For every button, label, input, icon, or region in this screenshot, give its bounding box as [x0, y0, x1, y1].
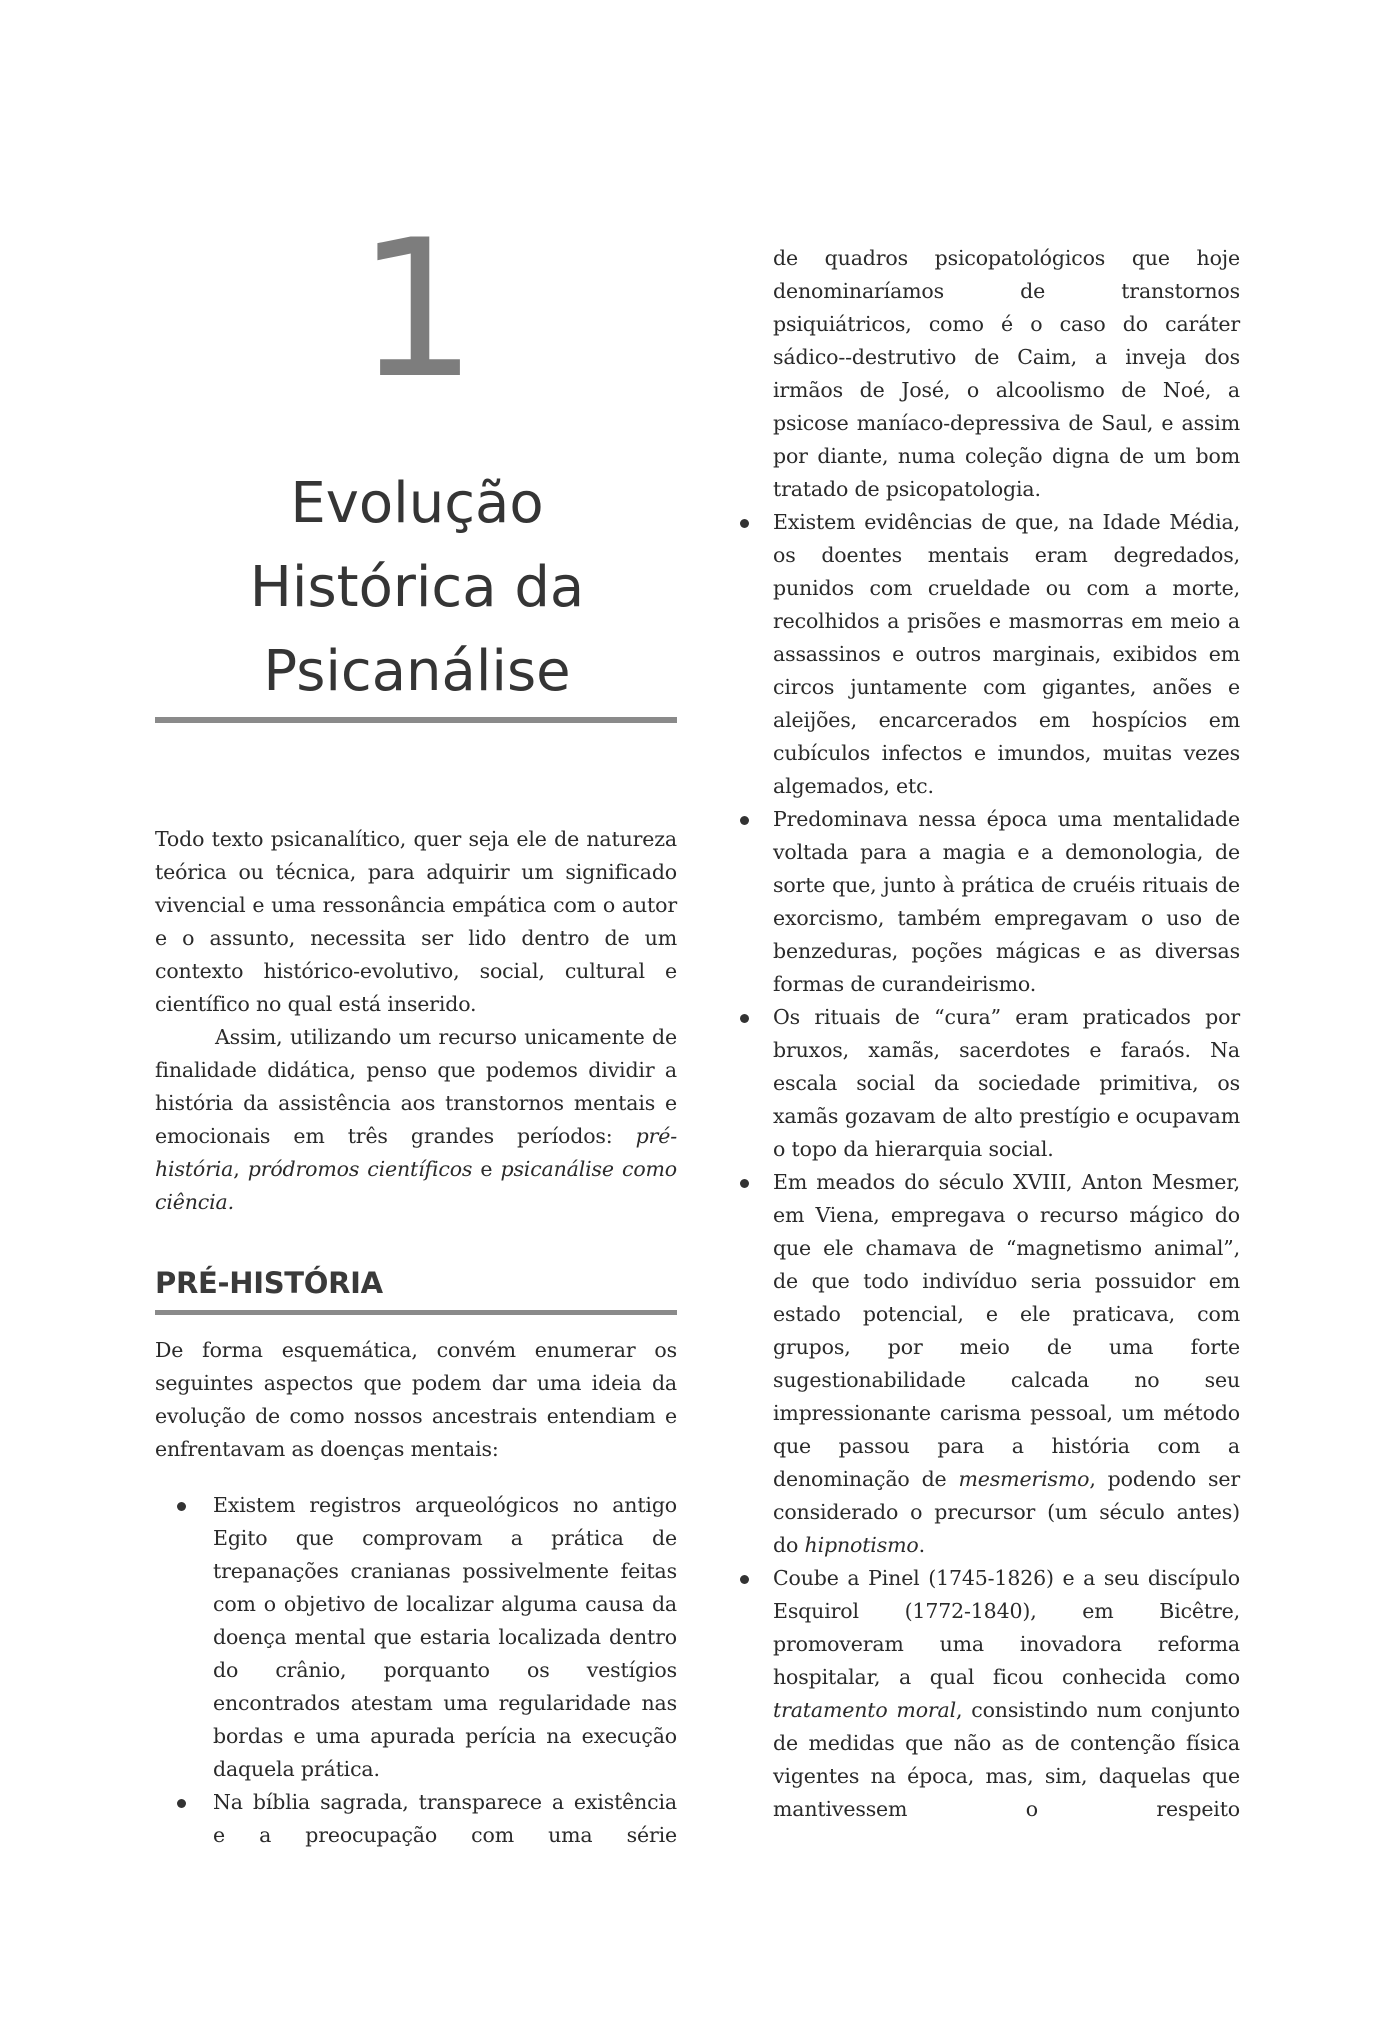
list-item-text: Os rituais de “cura” eram praticados por bruxos, xamãs, sacerdotes e faraós. Na escala social da sociedade primitiva, os xamãs gozavam de alto prestígio e ocupavam o topo da hierarquia social. — [773, 1005, 1240, 1161]
list-item-text: Existem registros arqueológicos no antigo Egito que comprovam a prática de trepanações cranianas possivelmente feitas com o objetivo de localizar alguma causa da doença mental que estaria localizada dentro do crânio, porquanto os vestígios encontrados atestam uma regularidade nas bordas e uma apurada perícia na execução daquela prática. — [213, 1493, 677, 1781]
separator: e — [472, 1157, 501, 1181]
bullet-continuation: de quadros psicopatológicos que hoje denominaríamos de transtornos psiquiátricos, como é o caso do caráter sádico--destrutivo de Caim, a inveja dos irmãos de José, o alcoolismo de Noé, a psicose maníaco-depressiva de Saul, e assim por diante, numa coleção digna de um bom tratado de psicopatologia. — [773, 246, 1240, 501]
period-psychoanalysis: psicanálise como ciência. — [155, 1157, 678, 1214]
period-scientific: pródromos científicos — [247, 1157, 473, 1181]
list-item-text: Na bíblia sagrada, transparece a existência e a preocupação com uma série — [213, 1790, 677, 1847]
bullet-icon — [177, 1799, 186, 1808]
list-item-text — [773, 1562, 1240, 1826]
list-item — [740, 1562, 1240, 1826]
title-divider — [155, 717, 677, 723]
chapter-title-line: Evolução — [290, 471, 544, 536]
section-divider — [155, 1310, 677, 1315]
list-item — [155, 1489, 677, 1786]
text-run: , podendo ser considerado o precursor (um século antes) do — [773, 1467, 1240, 1557]
bullet-list-left — [155, 1489, 677, 1852]
list-item — [740, 1166, 1240, 1562]
text-run: Em meados do século XVIII, Anton Mesmer, em Viena, empregava o recurso mágico do que ele chamava de “magnetismo animal”, de que todo indivíduo seria possuidor em estado potencial, e ele praticava, com grupos, por meio de uma forte sugestionabilidade calcada no seu impressionante carisma pessoal, um método que passou para a história com a denominação de — [773, 1170, 1240, 1491]
term-hypnotism: hipnotismo — [804, 1533, 919, 1557]
bullet-icon — [740, 1179, 749, 1188]
period-prehistory: pré-história — [155, 1124, 677, 1181]
list-item — [740, 1001, 1240, 1166]
bullet-icon — [740, 1575, 749, 1584]
intro-paragraph-lead: Assim, utilizando um recurso unicamente de finalidade didática, penso que podemos dividir a história da assistência aos transtornos mentais e emocionais em três grandes períodos: — [155, 1025, 677, 1148]
intro-paragraph: Todo texto psicanalítico, quer seja ele de natureza teórica ou técnica, para adquirir um significado vivencial e uma ressonância empática com o autor e o assunto, necessita ser lido dentro de um contexto histórico-evolutivo, social, cultural e científico no qual está inserido. — [155, 827, 677, 1016]
list-item — [740, 803, 1240, 1001]
section-heading: PRÉ-HISTÓRIA — [155, 1266, 383, 1300]
text-run: , consistindo num conjunto de medidas que não as de contenção física vigentes na época, mas, sim, daquelas que mantivessem o respeito — [773, 1698, 1240, 1821]
term-mesmerism: mesmerismo — [958, 1467, 1090, 1491]
bullet-icon — [740, 816, 749, 825]
section-intro-paragraph: De forma esquemática, convém enumerar os seguintes aspectos que podem dar uma ideia da evolução de como nossos ancestrais entendiam e enfrentavam as doenças mentais: — [155, 1338, 677, 1461]
intro-text — [155, 823, 677, 1219]
bullet-icon — [740, 1014, 749, 1023]
list-item-text: Predominava nessa época uma mentalidade voltada para a magia e a demonologia, de sorte que, junto à prática de cruéis rituais de exorcismo, também empregavam o uso de benzeduras, poções mágicas e as diversas formas de curandeirismo. — [773, 807, 1240, 996]
separator: , — [233, 1157, 248, 1181]
bullet-list-right — [740, 506, 1240, 1826]
list-item-text — [773, 1166, 1240, 1562]
list-item — [155, 1786, 677, 1852]
chapter-number: 1 — [356, 199, 478, 420]
list-item — [740, 506, 1240, 803]
bullet-icon — [177, 1502, 186, 1511]
text-run: Coube a Pinel (1745-1826) e a seu discípulo Esquirol (1772-1840), em Bicêtre, promoveram uma inovadora reforma hospitalar, a qual ficou conhecida como — [773, 1566, 1240, 1689]
intro-paragraph — [155, 1021, 677, 1219]
chapter-title — [155, 462, 679, 714]
text-run: . — [918, 1533, 925, 1557]
section-intro — [155, 1334, 677, 1466]
list-item-text: Existem evidências de que, na Idade Média, os doentes mentais eram degredados, punidos com crueldade ou com a morte, recolhidos a prisões e masmorras em meio a assassinos e outros marginais, exibidos em circos juntamente com gigantes, anões e aleijões, encarcerados em hospícios em cubículos infectos e imundos, muitas vezes algemados, etc. — [773, 510, 1240, 798]
chapter-title-line: Psicanálise — [263, 639, 571, 704]
bullet-icon — [740, 519, 749, 528]
right-column — [740, 242, 1240, 1826]
term-moral-treatment: tratamento moral — [773, 1698, 957, 1722]
chapter-title-line: Histórica da — [249, 555, 585, 620]
